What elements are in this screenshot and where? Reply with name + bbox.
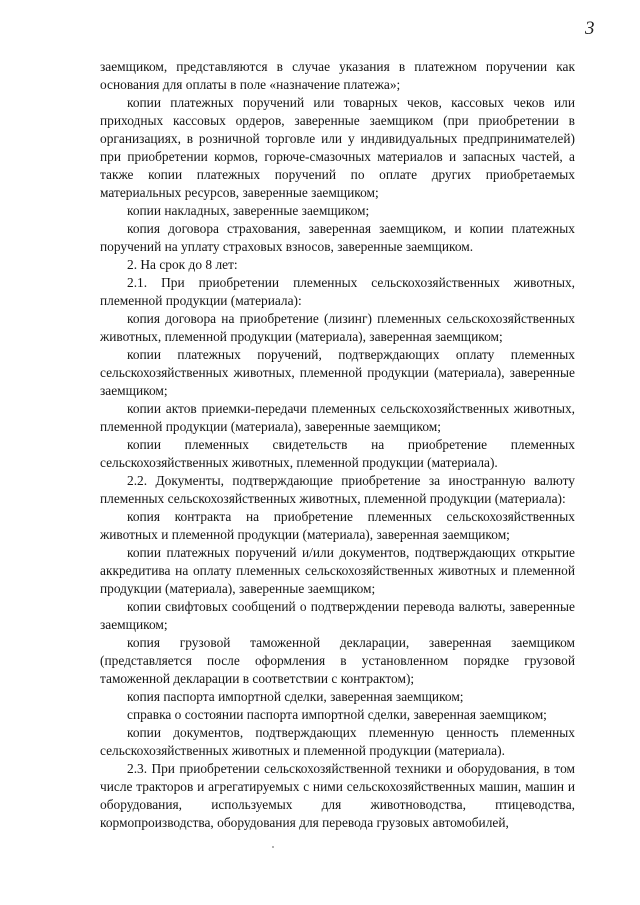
- paragraph: 2.1. При приобретении племенных сельскохозяйственных животных, племенной продукции (материала):: [100, 275, 575, 308]
- paragraph: копии документов, подтверждающих племенную ценность племенных сельскохозяйственных животных и племенной продукции (материала).: [100, 725, 575, 758]
- paragraph: копия паспорта импортной сделки, заверенная заемщиком;: [127, 689, 464, 704]
- paragraph: копии актов приемки-передачи племенных сельскохозяйственных животных, племенной продукции (материала), заверенные заемщиком;: [100, 401, 575, 434]
- paragraph: копия контракта на приобретение племенных сельскохозяйственных животных и племенной продукции (материала), заверенная заемщиком;: [100, 509, 575, 542]
- paragraph: копия договора на приобретение (лизинг) племенных сельскохозяйственных животных, племенной продукции (материала), заверенная заемщиком;: [100, 311, 575, 344]
- paragraph: справка о состоянии паспорта импортной сделки, заверенная заемщиком;: [127, 707, 547, 722]
- paragraph: копии свифтовых сообщений о подтверждении перевода валюты, заверенные заемщиком;: [100, 599, 575, 632]
- paragraph: копии платежных поручений или товарных чеков, кассовых чеков или приходных кассовых ордеров, заверенные заемщиком (при приобретении в организациях, в розничной торговле или у индивидуальных предпринимателей) при приобретении кормов, горюче-смазочных материалов и запасных частей, а также копии платежных поручений по оплате других приобретаемых материальных ресурсов, заверенные заемщиком;: [100, 95, 575, 200]
- paragraph: копии племенных свидетельств на приобретение племенных сельскохозяйственных животных, племенной продукции (материала).: [100, 437, 575, 470]
- paragraph: копия грузовой таможенной декларации, заверенная заемщиком (представляется после оформления в установленном порядке грузовой таможенной декларации в соответствии с контрактом);: [100, 635, 575, 686]
- paragraph: копии платежных поручений и/или документов, подтверждающих открытие аккредитива на оплату племенных сельскохозяйственных животных и племенной продукции (материала), заверенные заемщиком;: [100, 545, 575, 596]
- page-number: 3: [585, 18, 595, 39]
- paragraph: копии накладных, заверенные заемщиком;: [127, 203, 370, 218]
- paragraph: 2.2. Документы, подтверждающие приобретение за иностранную валюту племенных сельскохозяйственных животных, племенной продукции (материала):: [100, 473, 575, 506]
- paragraph: заемщиком, представляются в случае указания в платежном поручении как основания для оплаты в поле «назначение платежа»;: [100, 59, 575, 92]
- paragraph: 2.3. При приобретении сельскохозяйственной техники и оборудования, в том числе тракторов и агрегатируемых с ними сельскохозяйственных машин, машин и оборудования, используемых для животноводства, птицеводства, кормопроизводства, оборудования для перевода грузовых автомобилей,: [100, 761, 575, 830]
- paragraph: копия договора страхования, заверенная заемщиком, и копии платежных поручений на уплату страховых взносов, заверенные заемщиком.: [100, 221, 575, 254]
- paragraph: 2. На срок до 8 лет:: [127, 257, 238, 272]
- scan-speck: [272, 846, 274, 848]
- paragraph: копии платежных поручений, подтверждающих оплату племенных сельскохозяйственных животных, племенной продукции (материала), заверенные заемщиком;: [100, 347, 575, 398]
- document-body: [100, 58, 575, 832]
